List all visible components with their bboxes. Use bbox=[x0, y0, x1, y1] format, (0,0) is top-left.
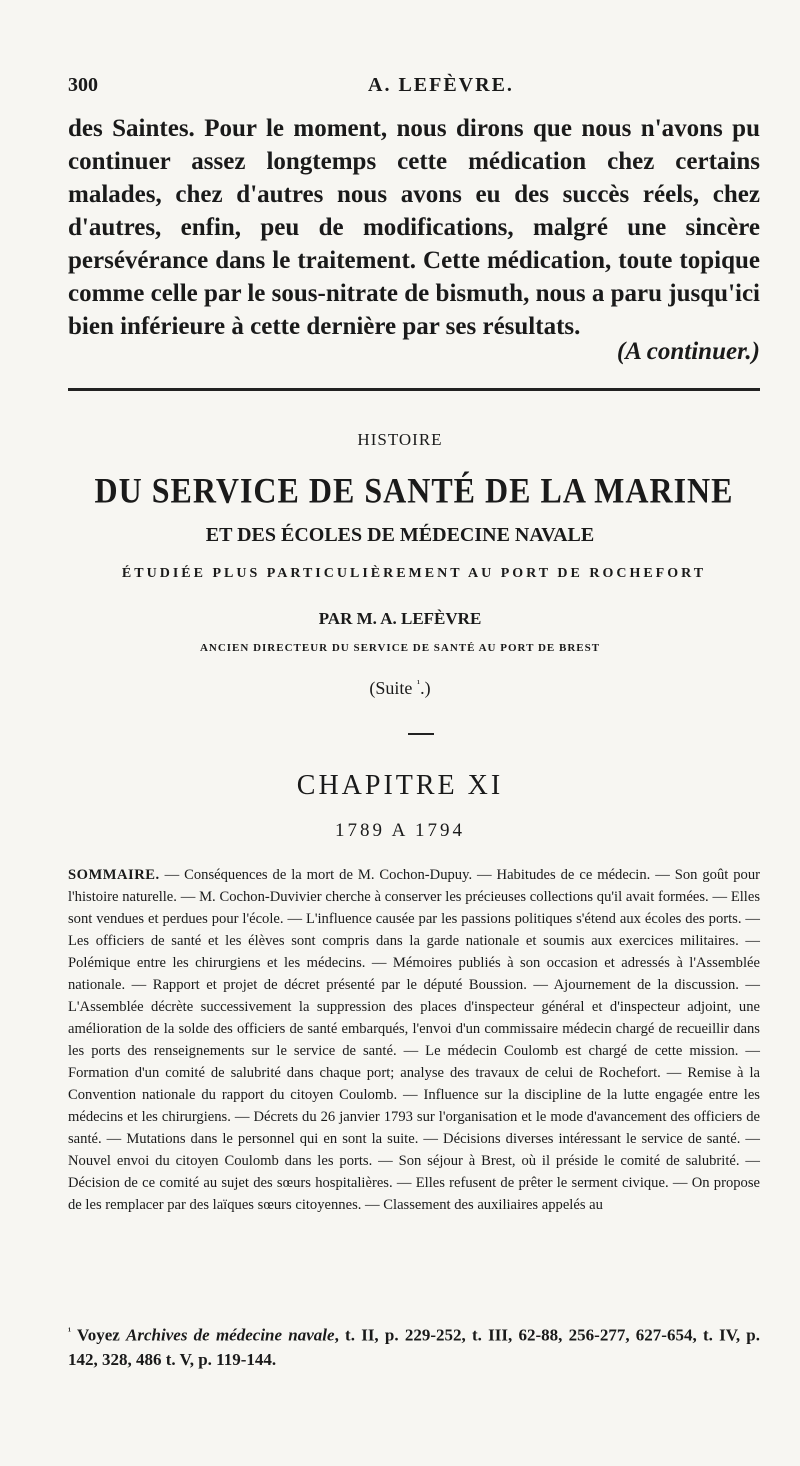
section-divider bbox=[68, 388, 760, 391]
chapter-summary bbox=[68, 864, 760, 1216]
running-head-author: A. LEFÈVRE. bbox=[368, 74, 514, 96]
footnote-references: , t. II, p. 229-252, t. III, 62-88, 256-277, 627-654, t. IV, p. 142, 328, 486 t. V, p. 119-144. bbox=[68, 1325, 761, 1369]
article-kicker: HISTOIRE bbox=[357, 430, 443, 449]
journal-title: Archives de médecine navale bbox=[126, 1325, 335, 1345]
footnote-reference: ¹ bbox=[416, 678, 421, 690]
article-scope-line: ÉTUDIÉE PLUS PARTICULIÈREMENT AU PORT DE ROCHEFORT bbox=[121, 566, 707, 581]
continuation-note: (Suite $^{^1}$.) bbox=[369, 678, 431, 698]
running-header bbox=[68, 74, 758, 104]
article-subtitle: ET DES ÉCOLES DE MÉDECINE NAVALE bbox=[205, 524, 595, 546]
footnote-mark: ¹ bbox=[68, 1326, 72, 1337]
to-be-continued-note: (A continuer.) bbox=[616, 338, 760, 365]
chapter-title: CHAPITRE XI bbox=[296, 770, 504, 801]
article-byline: PAR M. A. LEFÈVRE bbox=[318, 609, 482, 628]
chapter-years: 1789 A 1794 bbox=[334, 820, 466, 841]
author-affiliation: ANCIEN DIRECTEUR DU SERVICE DE SANTÉ AU PORT DE BREST bbox=[199, 642, 601, 654]
summary-text: — Conséquences de la mort de M. Cochon-Dupuy. — Habitudes de ce médecin. — Son goût pour l'histoire naturelle. — M. Cochon-Duvivier cherche à conserver les précieuses collections qu'il avait formées. — Elles sont vendues et perdues pour l'école. — L'influence causée par les passions politiques s'étend aux écoles des ports. — Les officiers de santé et les élèves sont compris dans la garde nationale et soumis aux exercices militaires. — Polémique entre les chirurgiens et les médecins. — Mémoires publiés à son occasion et adressés à l'Assemblée nationale. — Rapport et projet de décret présenté par le député Boussion. — Ajournement de la discussion. — L'Assemblée décrète successivement la suppression des places d'inspecteur général et d'inspecteur adjoint, une amélioration de la solde des officiers de santé embarqués, l'envoi d'un commissaire médecin chargé de recueillir dans les ports des renseignements sur le service de santé. — Le médecin Coulomb est chargé de cette mission. — Formation d'un comité de salubrité dans chaque port; analyse des travaux de celui de Rochefort. — Remise à la Convention nationale du rapport du citoyen Coulomb. — Influence sur la discipline de la lutte engagée entre les médecins et les chirurgiens. — Décrets du 26 janvier 1793 sur l'organisation et le mode d'avancement des officiers de santé. — Mutations dans le personnel qui en sont la suite. — Décisions diverses intéressant le service de santé. — Nouvel envoi du citoyen Coulomb dans les ports. — Son séjour à Brest, où il préside le comité de salubrité. — Décision de ce comité au sujet des sœurs hospitalières. — Elles refusent de prêter le serment civique. — On propose de les remplacer par des laïques sœurs citoyennes. — Classement des auxiliaires appelés au bbox=[68, 867, 760, 1213]
article-title: DU SERVICE DE SANTÉ DE LA MARINE bbox=[94, 469, 734, 511]
footnote: $^{^1}$ Voyez Archives de médecine navale, t. II, p. 229-252, t. III, 62-88, 256-277, 627-654, t. IV, p. 142, 328, 486 t. V, p. 119-144. bbox=[68, 1325, 761, 1369]
page-number: 300 bbox=[68, 74, 98, 96]
short-divider bbox=[408, 733, 434, 735]
article-closing-paragraph: des Saintes. Pour le moment, nous dirons que nous n'avons pu continuer assez longtemps cette médication chez certains malades, chez d'autres nous avons eu des succès réels, chez d'autres, enfin, peu de modifications, malgré une sincère persévérance dans le traitement. Cette médication, toute topique comme celle par le sous-nitrate de bismuth, nous a paru jusqu'ici bien inférieure à cette dernière par ses résultats. bbox=[68, 115, 760, 340]
summary-lead: SOMMAIRE. bbox=[68, 867, 160, 883]
